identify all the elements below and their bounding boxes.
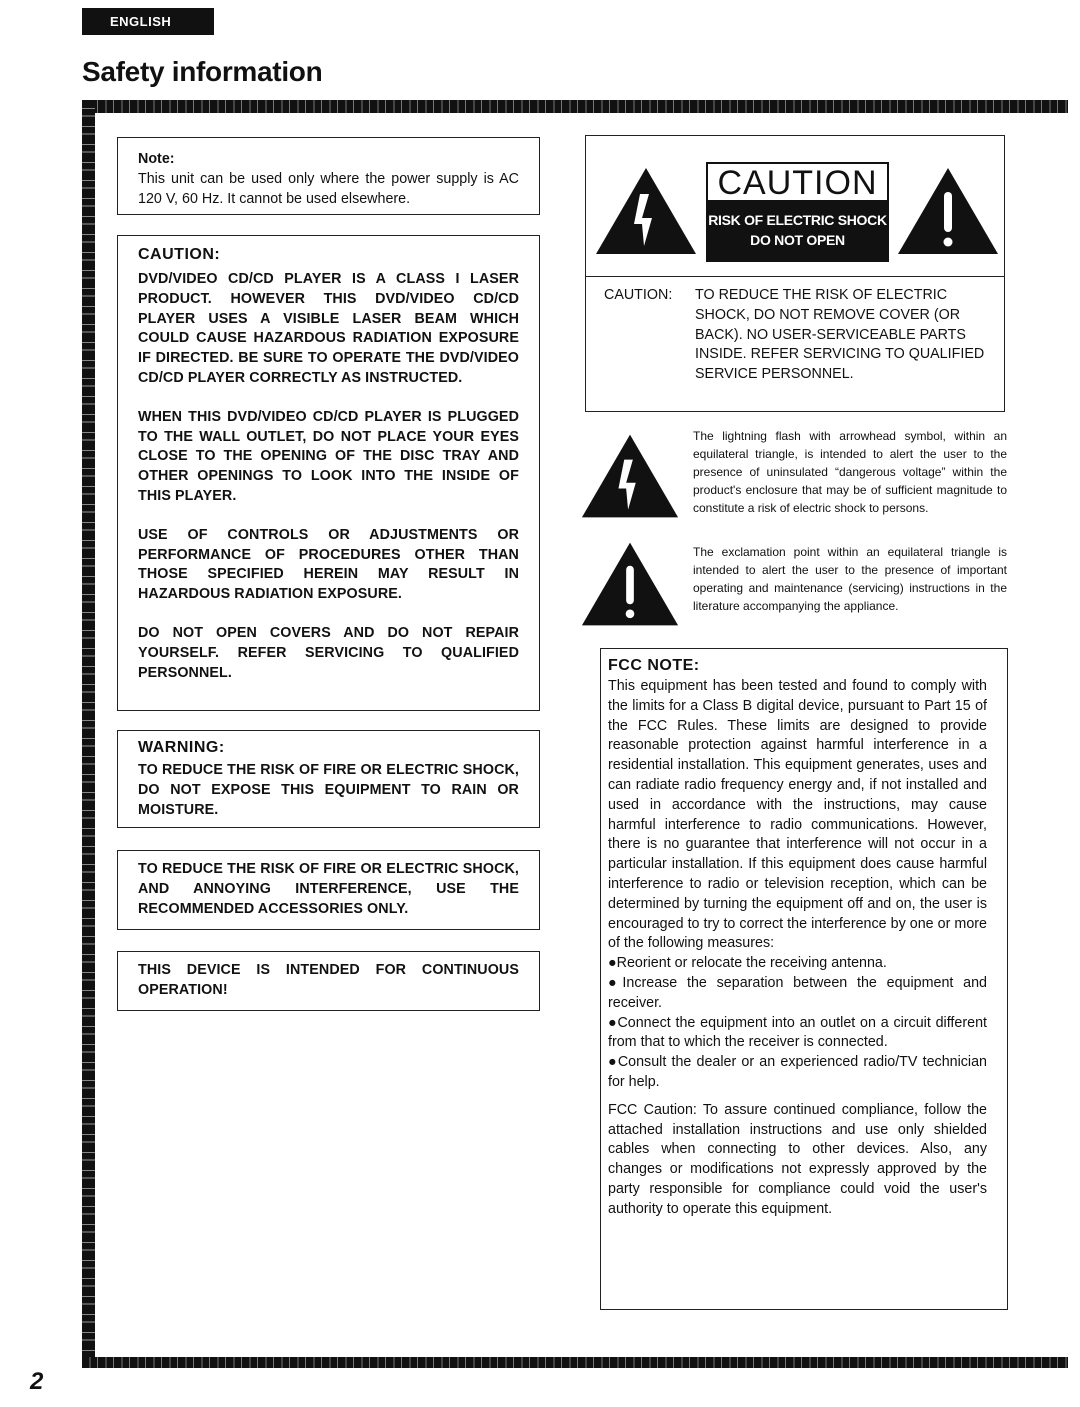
warning-heading: WARNING:: [138, 739, 225, 756]
caution-label-text: TO REDUCE THE RISK OF ELECTRIC SHOCK, DO NOT REMOVE COVER (OR BACK). NO USER-SERVICEABLE PARTS INSIDE. REFER SERVICING TO QUALIFIED SERVICE PERSONNEL.: [695, 287, 985, 383]
fcc-note-box: [600, 648, 1008, 1310]
bottom-border-strip: [82, 1357, 1068, 1368]
caution-heading: CAUTION:: [138, 246, 221, 263]
accessories-box: [117, 850, 540, 930]
note-label: Note:: [138, 151, 175, 167]
page-title: Safety information: [82, 56, 323, 87]
caution-box: [117, 235, 540, 711]
page-number: 2: [30, 1368, 44, 1395]
fcc-measure: ●Increase the separation between the equipment and receiver.: [608, 974, 987, 1011]
note-box: [117, 137, 540, 215]
caution-paragraph: WHEN THIS DVD/VIDEO CD/CD PLAYER IS PLUGGED TO THE WALL OUTLET, DO NOT PLACE YOUR EYES CLOSE TO THE OPENING OF THE DISC TRAY AND OTHER OPENINGS TO LOOK INTO THE INSIDE OF THIS PLAYER.: [138, 408, 519, 504]
caution-sign-line1: RISK OF ELECTRIC SHOCK: [708, 212, 887, 228]
caution-paragraph: DO NOT OPEN COVERS AND DO NOT REPAIR YOURSELF. REFER SERVICING TO QUALIFIED PERSONNEL.: [138, 624, 519, 681]
top-border-strip: [82, 100, 1068, 113]
fcc-measure: ●Consult the dealer or an experienced radio/TV technician for help.: [608, 1054, 987, 1090]
caution-label-prefix: CAUTION:: [604, 287, 673, 303]
note-text: This unit can be used only where the power supply is AC 120 V, 60 Hz. It cannot be used elsewhere.: [138, 170, 519, 207]
caution-sign-title: CAUTION: [706, 162, 889, 202]
fcc-measure: ●Connect the equipment into an outlet on a circuit different from that to which the receiver is connected.: [608, 1014, 987, 1051]
fcc-measure: ●Reorient or relocate the receiving antenna.: [608, 955, 887, 972]
caution-paragraph: DVD/VIDEO CD/CD PLAYER IS A CLASS I LASER PRODUCT. HOWEVER THIS DVD/VIDEO CD/CD PLAYER USES A VISIBLE LASER BEAM WHICH COULD CAUSE HAZARDOUS RADIATION EXPOSURE IF DIRECTED. BE SURE TO OPERATE THE DVD/VIDEO CD/CD PLAYER CORRECTLY AS INSTRUCTED.: [138, 271, 519, 386]
lightning-symbol-description: The lightning flash with arrowhead symbol, within an equilateral triangle, is intended to alert the user to the presence of uninsulated “dangerous voltage” within the product's enclosure that may be of sufficient magnitude to constitute a risk of electric shock to persons.: [693, 429, 1007, 515]
language-badge: ENGLISH: [82, 8, 214, 35]
accessories-text: TO REDUCE THE RISK OF FIRE OR ELECTRIC SHOCK, AND ANNOYING INTERFERENCE, USE THE RECOMMENDED ACCESSORIES ONLY.: [138, 861, 519, 917]
lightning-symbol-icon: [580, 430, 680, 522]
continuous-operation-text: THIS DEVICE IS INTENDED FOR CONTINUOUS OPERATION!: [138, 962, 519, 998]
exclamation-symbol-icon: [580, 538, 680, 630]
exclamation-triangle-icon: [896, 166, 1000, 256]
warning-text: TO REDUCE THE RISK OF FIRE OR ELECTRIC SHOCK, DO NOT EXPOSE THIS EQUIPMENT TO RAIN OR MOISTURE.: [138, 762, 519, 818]
caution-sign-line2: DO NOT OPEN: [750, 232, 845, 248]
fcc-text: This equipment has been tested and found to comply with the limits for a Class B digital device, pursuant to Part 15 of the FCC Rules. These limits are designed to provide reasonable protection against harmful interference in a residential installation. This equipment generates, uses and can radiate radio frequency energy and, if not installed and used in accordance with the instructions, may cause harmful interference to radio communications. However, there is no guarantee that interference will not occur in a particular installation. If this equipment does cause harmful interference to radio or television reception, which can be determined by turning the equipment off and on, the user is encouraged to try to correct the interference by one or more of the following measures:: [608, 678, 987, 952]
warning-box: [117, 730, 540, 828]
continuous-operation-box: [117, 951, 540, 1011]
fcc-heading: FCC NOTE:: [608, 657, 700, 674]
left-border-strip: [82, 100, 95, 1368]
caution-paragraph: USE OF CONTROLS OR ADJUSTMENTS OR PERFORMANCE OF PROCEDURES OTHER THAN THOSE SPECIFIED HEREIN MAY RESULT IN HAZARDOUS RADIATION EXPOSURE.: [138, 526, 519, 603]
caution-label-graphic: [585, 135, 1005, 412]
fcc-caution: FCC Caution: To assure continued compliance, follow the attached installation instructions and use only shielded cables when connecting to other devices. Also, any changes or modifications not expressly approved by the party responsible for compliance could void the user's authority to operate this equipment.: [608, 1101, 987, 1217]
lightning-triangle-icon: [594, 166, 698, 256]
exclamation-symbol-description: The exclamation point within an equilateral triangle is intended to alert the user to the presence of important operating and maintenance (servicing) instructions in the literature accompanying the appliance.: [693, 545, 1007, 613]
